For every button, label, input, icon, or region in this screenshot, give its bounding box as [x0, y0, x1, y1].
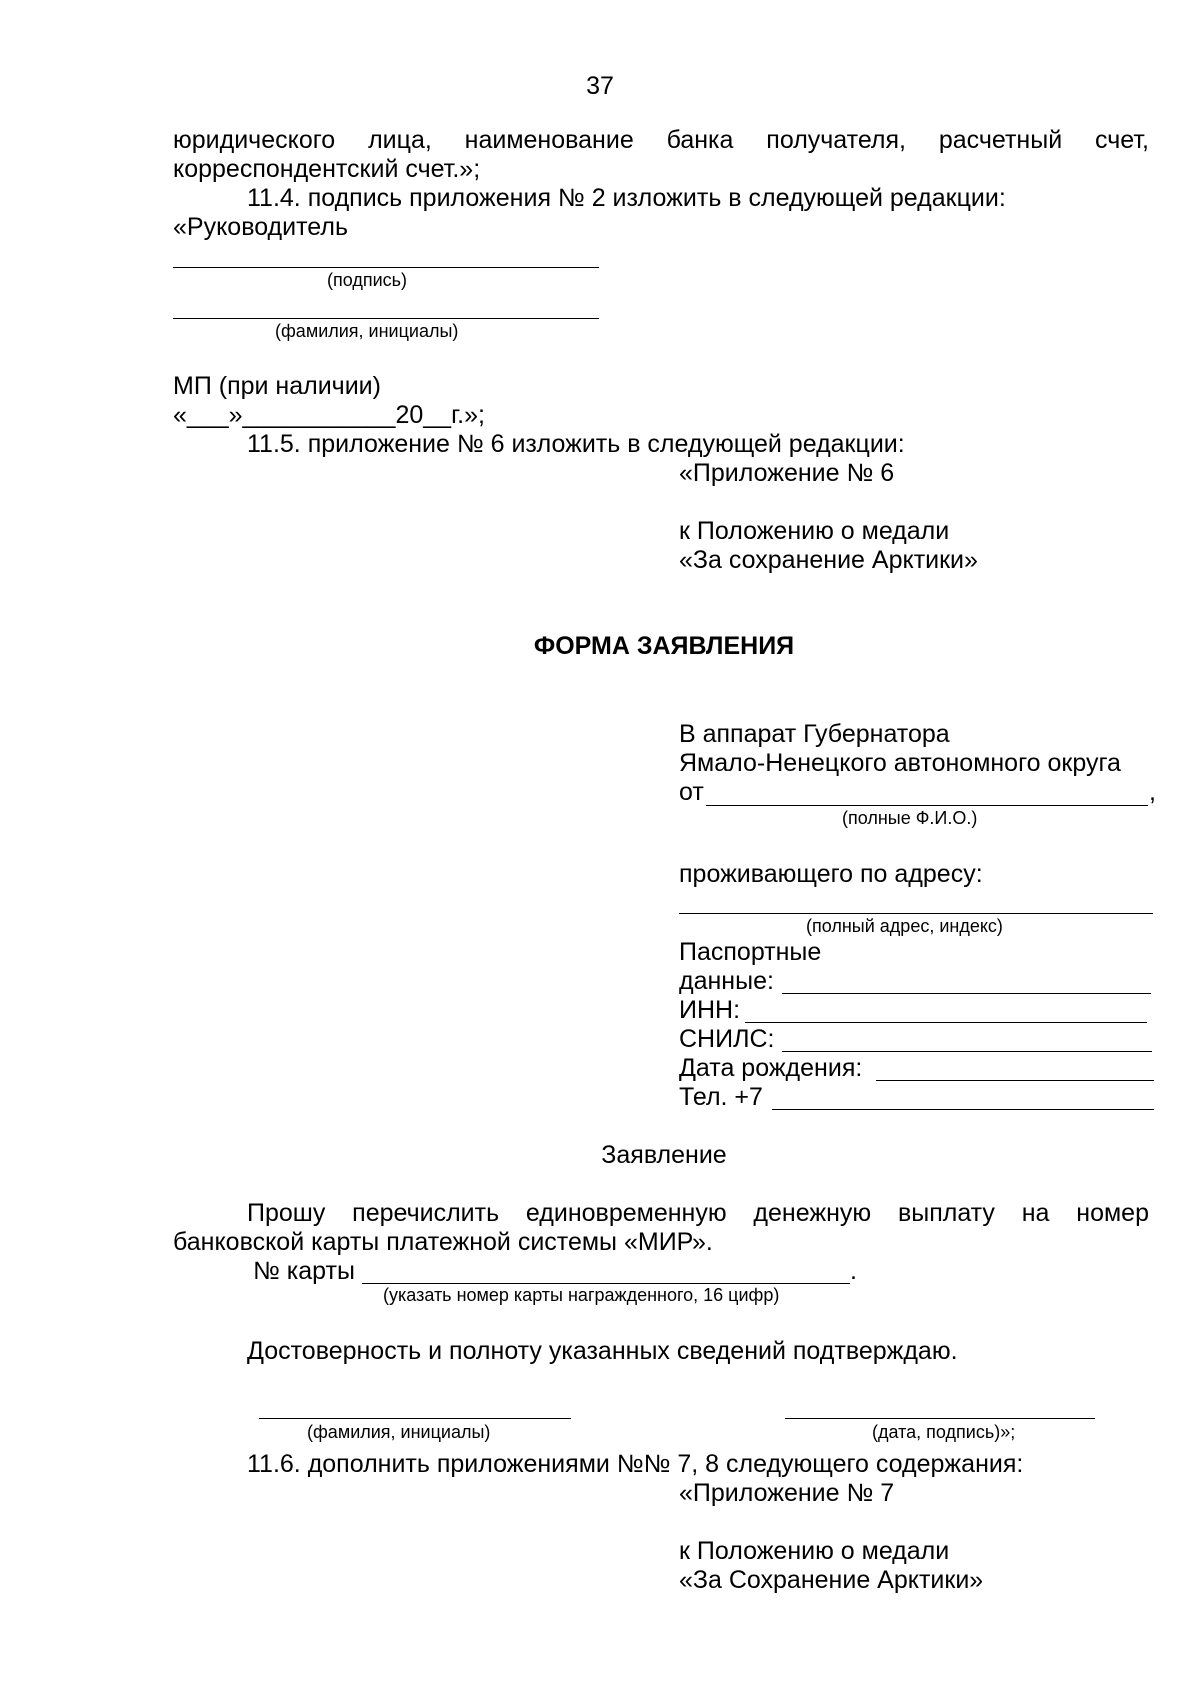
regulation-label: к Положению о медали — [679, 517, 950, 545]
date-signature-caption: (дата, подпись)»; — [872, 1422, 1016, 1442]
snils-label: СНИЛС: — [679, 1025, 775, 1053]
item-11-6-text: 11.6. дополнить приложениями №№ 7, 8 следующего содержания: — [247, 1450, 1024, 1478]
regulation-label-2: к Положению о медали — [679, 1537, 950, 1565]
snils-field-line — [782, 1051, 1152, 1052]
inn-field-line — [745, 1022, 1147, 1023]
applicant-name-caption: (фамилия, инициалы) — [307, 1422, 491, 1442]
fio-field-line — [706, 805, 1148, 806]
fio-comma: , — [1149, 778, 1156, 806]
medal-label-2: «За Сохранение Арктики» — [679, 1566, 984, 1594]
residing-label: проживающего по адресу: — [679, 860, 983, 888]
request-line-2: банковской карты платежной системы «МИР». — [173, 1228, 713, 1256]
name-line — [173, 318, 599, 319]
phone-field-line — [772, 1109, 1154, 1110]
passport-field-line — [782, 993, 1151, 994]
request-line-1: Прошу перечислить единовременную денежную выплату на номер — [247, 1199, 1149, 1227]
address-field-line — [679, 913, 1153, 914]
phone-label: Тел. +7 — [679, 1083, 763, 1111]
statement-title: Заявление — [601, 1141, 727, 1169]
name-caption: (фамилия, инициалы) — [275, 321, 459, 341]
address-caption: (полный адрес, индекс) — [806, 916, 1003, 936]
birth-label: Дата рождения: — [679, 1054, 863, 1082]
passport-label-1: Паспортные — [679, 938, 822, 966]
card-dot: . — [850, 1257, 857, 1285]
intro-line-1: юридического лица, наименование банка получателя, расчетный счет, — [173, 126, 1149, 154]
item-11-4-text: 11.4. подпись приложения № 2 изложить в следующей редакции: — [247, 184, 1006, 212]
confirm-text: Достоверность и полноту указанных сведений подтверждаю. — [247, 1337, 958, 1365]
signature-caption: (подпись) — [327, 270, 408, 290]
head-label: «Руководитель — [173, 213, 348, 241]
card-label: № карты — [253, 1257, 355, 1285]
addressee-line-2: Ямало-Ненецкого автономного округа — [679, 749, 1121, 777]
intro-line-2: корреспондентский счет.»; — [173, 155, 481, 183]
passport-label-2: данные: — [679, 967, 774, 995]
date-signature-line — [785, 1418, 1095, 1419]
date-line: «___»___________20__г.»; — [173, 401, 485, 429]
card-caption: (указать номер карты награжденного, 16 цифр) — [383, 1285, 780, 1305]
item-11-5-text: 11.5. приложение № 6 изложить в следующей редакции: — [247, 430, 905, 458]
form-title: ФОРМА ЗАЯВЛЕНИЯ — [533, 632, 795, 660]
from-label: от — [679, 778, 704, 806]
medal-label: «За сохранение Арктики» — [679, 546, 978, 574]
appendix-6-label: «Приложение № 6 — [679, 459, 895, 487]
page-number: 37 — [586, 72, 614, 100]
stamp-label: МП (при наличии) — [173, 372, 381, 400]
addressee-line-1: В аппарат Губернатора — [679, 720, 950, 748]
inn-label: ИНН: — [679, 996, 741, 1024]
birth-field-line — [876, 1080, 1154, 1081]
fio-caption: (полные Ф.И.О.) — [842, 808, 978, 828]
signature-line — [173, 267, 599, 268]
appendix-7-label: «Приложение № 7 — [679, 1479, 895, 1507]
card-field-line — [362, 1283, 850, 1284]
applicant-name-line — [259, 1418, 571, 1419]
